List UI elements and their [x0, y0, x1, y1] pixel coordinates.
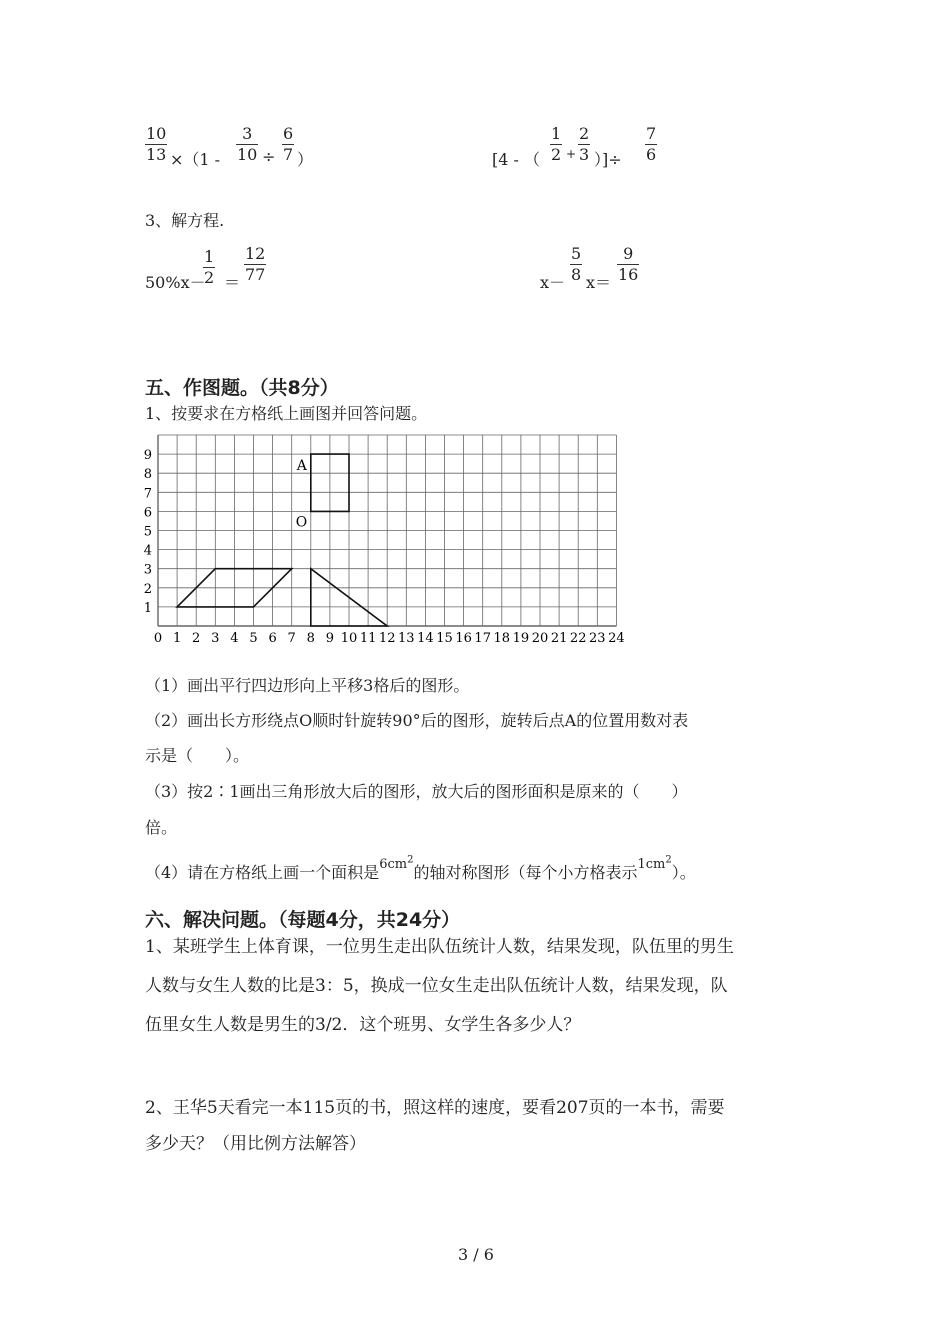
- fraction: $\frac{7}{6}$: [646, 124, 657, 164]
- fraction: $\frac{10}{13}$: [146, 124, 167, 164]
- item-3-line2: 倍。: [145, 818, 178, 837]
- x-tick-label: 7: [287, 631, 296, 646]
- section6-q2-line2: 多少天？（用比例方法解答）: [145, 1134, 366, 1154]
- x-tick-label: 8: [306, 631, 315, 646]
- x-tick-label: 24: [608, 631, 625, 646]
- x-tick-label: 22: [569, 631, 587, 646]
- x-tick-label: 2: [192, 631, 201, 646]
- x-tick-label: 5: [249, 631, 258, 646]
- fraction: $\frac{12}{77}$: [245, 244, 266, 284]
- x-tick-label: 13: [398, 631, 415, 646]
- fraction: $\frac{5}{8}$: [571, 244, 582, 284]
- fraction: $\frac{9}{16}$: [618, 244, 639, 284]
- unit-6cm2: 6cm2: [379, 854, 414, 872]
- x-tick-label: 10: [340, 631, 358, 646]
- x-tick-label: 6: [268, 631, 277, 646]
- x-tick-label: 14: [417, 631, 434, 646]
- y-tick-label: 8: [143, 467, 152, 483]
- grid-lines: [158, 435, 616, 626]
- x-tick-label: 19: [512, 631, 530, 646]
- y-tick-label: 3: [143, 562, 152, 578]
- section6-q1-line3: 伍里女生人数是男生的3/2．这个班男、女学生各多少人？: [145, 1015, 581, 1035]
- x-tick-label: 16: [455, 631, 472, 646]
- y-tick-label: 1: [143, 600, 152, 616]
- unit-1cm2: 1cm2: [637, 854, 672, 872]
- y-tick-label: 6: [143, 505, 152, 521]
- x-tick-label: 0: [153, 631, 163, 646]
- item-1: （1）画出平行四边形向上平移3格后的图形。: [145, 676, 470, 695]
- x-tick-label: 21: [550, 631, 568, 646]
- x-tick-label: 11: [359, 631, 377, 646]
- x-tick-label: 4: [230, 631, 239, 646]
- section6-q2-line1: 2、王华5天看完一本115页的书，照这样的速度，要看207页的一本书，需要: [145, 1098, 725, 1118]
- point-a-label: A: [296, 458, 307, 475]
- section5-title: 五、作图题。（共8分）: [145, 377, 339, 399]
- x-tick-label: 3: [211, 631, 220, 646]
- y-tick-label: 9: [143, 448, 152, 464]
- y-tick-label: 5: [143, 524, 152, 540]
- item-3-line1: （3）按2∶1画出三角形放大后的图形，放大后的图形面积是原来的（ ）: [145, 782, 688, 801]
- x-tick-label: 23: [589, 631, 606, 646]
- x-tick-label: 20: [531, 631, 549, 646]
- fraction: $\frac{3}{10}$: [237, 124, 258, 164]
- y-tick-label: 2: [143, 581, 152, 597]
- section6-q1-line1: 1、某班学生上体育课，一位男生走出队伍统计人数，结果发现，队伍里的男生: [145, 937, 734, 957]
- equations-heading: 3、解方程.: [145, 211, 225, 230]
- x-tick-label: 12: [378, 631, 396, 646]
- item-2-line1: （2）画出长方形绕点O顺时针旋转90°后的图形，旋转后点A的位置用数对表: [145, 711, 689, 730]
- x-tick-label: 9: [325, 631, 335, 646]
- x-tick-label: 18: [493, 631, 511, 646]
- item-2-line2: 示是（ ）。: [145, 746, 250, 765]
- fraction: $\frac{1}{2}$: [204, 247, 215, 287]
- section5-question1: 1、按要求在方格纸上画图并回答问题。: [145, 404, 428, 423]
- y-axis-labels: [144, 448, 152, 616]
- x-tick-label: 1: [172, 631, 182, 646]
- section6-title: 六、解决问题。（每题4分，共24分）: [145, 909, 461, 931]
- x-tick-label: 17: [474, 631, 491, 646]
- x-axis-labels: [154, 631, 625, 646]
- fraction: $\frac{6}{7}$: [283, 124, 294, 164]
- y-tick-label: 7: [143, 486, 152, 502]
- fraction: $\frac{1}{2}$: [551, 124, 562, 164]
- item-4: （4）请在方格纸上画一个面积是$^{6cm^2}$的轴对称图形（每个小方格表示$^{1cm^2}$）。: [145, 854, 696, 882]
- y-tick-label: 4: [143, 543, 152, 559]
- coordinate-grid: [138, 428, 638, 650]
- section6-q1-line2: 人数与女生人数的比是3：5，换成一位女生走出队伍统计人数，结果发现，队: [145, 976, 728, 996]
- x-tick-label: 15: [436, 631, 453, 646]
- page-number: 3 / 6: [458, 1245, 494, 1264]
- fraction: $\frac{2}{3}$: [579, 124, 590, 164]
- point-o-label: O: [295, 514, 308, 531]
